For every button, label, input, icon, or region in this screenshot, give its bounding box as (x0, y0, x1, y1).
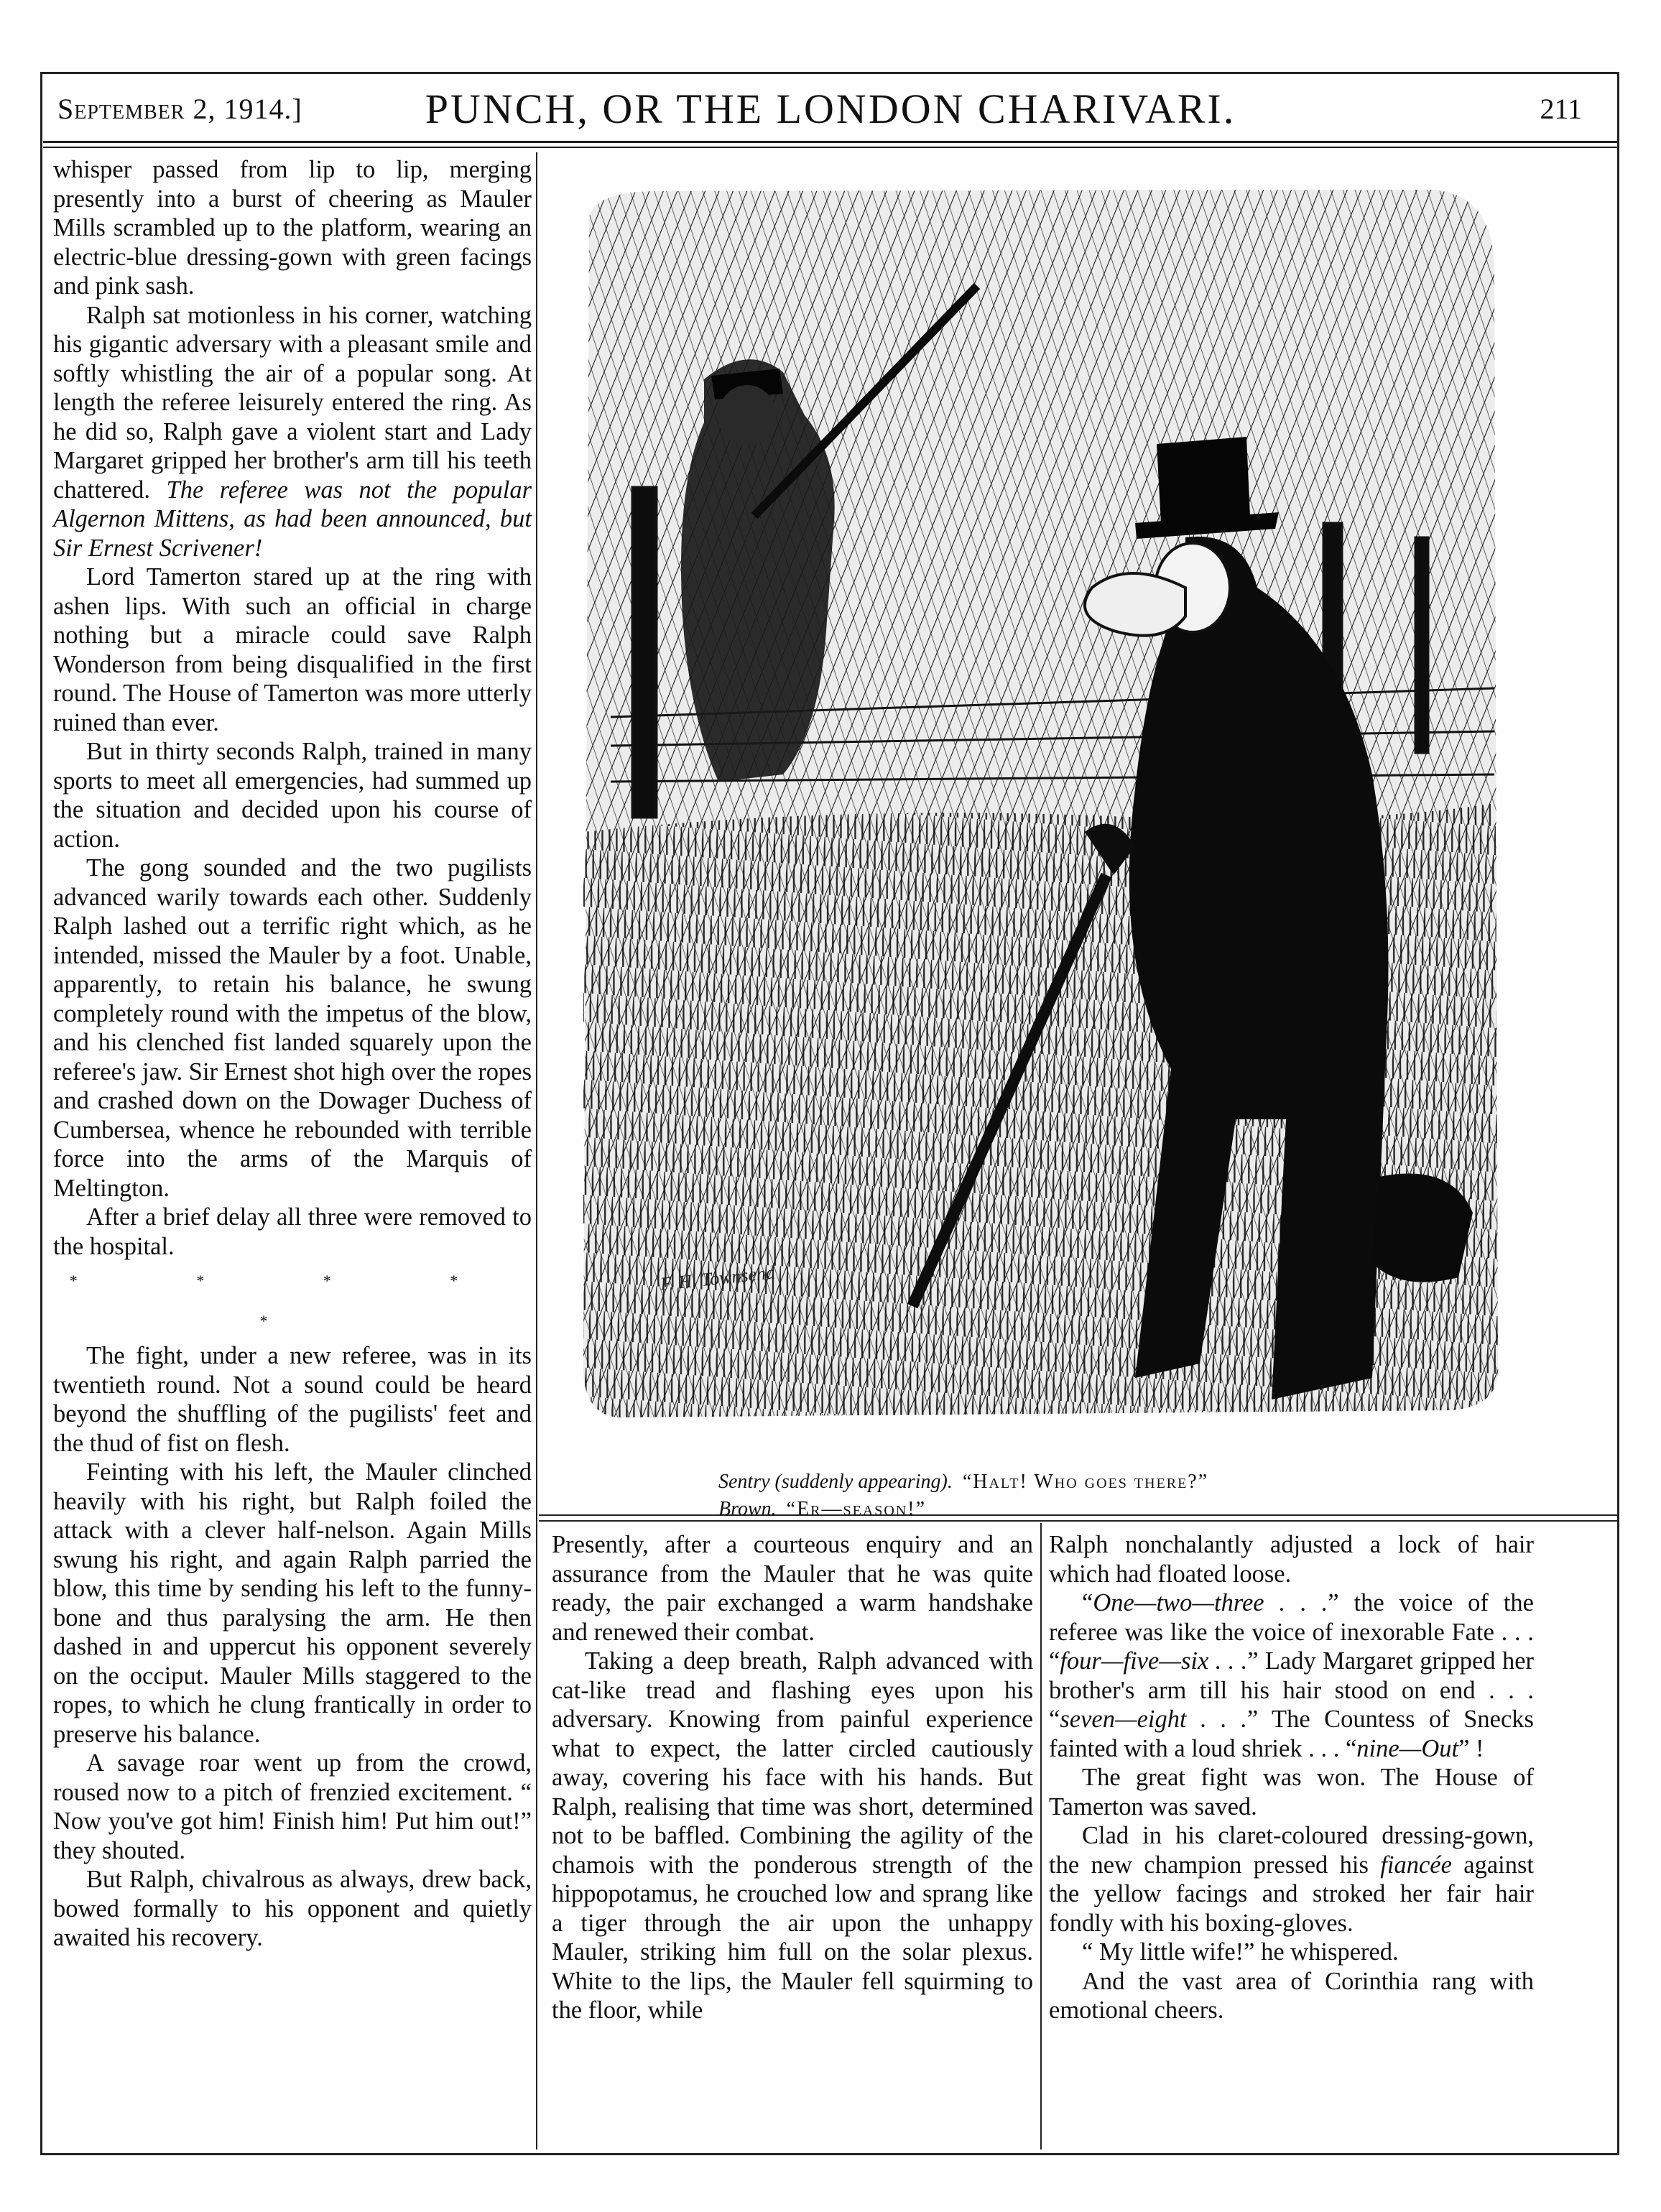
artist-signature: F. H. Townsend (659, 1262, 777, 1295)
column-rule-2 (1040, 1523, 1042, 2149)
paragraph: Feinting with his left, the Mauler clinched heavily with his right, but Ralph foiled the attack with a clever half-nelson. Again Mills swung his right, and again Ralph parried the blow, this time by sending his left to the funny-bone and thus paralysing the arm. He then dashed in and uppercut his opponent severely on the occiput. Mauler Mills staggered to the ropes, to which he clung frantically in order to preserve his balance. (53, 1458, 532, 1748)
caption-line-brown: Brown. “Er—season!” (718, 1498, 927, 1520)
paragraph: After a brief delay all three were removed to the hospital. (53, 1203, 532, 1260)
header-rule-thin (43, 147, 1618, 148)
caption-line-sentry: Sentry (suddenly appearing). “Halt! Who goes there?” (718, 1471, 1209, 1493)
paragraph: The fight, under a new referee, was in its twentieth round. Not a sound could be heard beyond the shuffling of the pugilists' feet and the thud of fist on flesh. (53, 1342, 532, 1457)
paragraph: Presently, after a courteous enquiry and an assurance from the Mauler that he was quite ready, the pair exchanged a warm handshake and renewed their combat. (552, 1531, 1033, 1646)
paragraph: But in thirty seconds Ralph, trained in many sports to meet all emergencies, had summed up the situation and decided upon his course of action. (53, 738, 532, 853)
cartoon-caption (718, 1468, 1509, 1523)
column-rule-1 (536, 152, 537, 2149)
paragraph: Lord Tamerton stared up at the ring with ashen lips. With such an official in charge nothing but a miracle could save Ralph Wonderson from being disqualified in the first round. The House of Tamerton was more utterly ruined than ever. (53, 563, 532, 736)
page-header (43, 75, 1618, 144)
paragraph: The great fight was won. The House of Tamerton was saved. (1049, 1764, 1534, 1820)
header-title: PUNCH, OR THE LONDON CHARIVARI. (425, 85, 1236, 132)
paragraph: whisper passed from lip to lip, merging presently into a burst of cheering as Mauler Mills scrambled up to the platform, wearing an electric-blue dressing-gown with green facings and pink sash. (53, 156, 532, 300)
article-column-2 (552, 1530, 1033, 2025)
paragraph: Taking a deep breath, Ralph advanced with cat-like tread and flashing eyes upon his adversary. Knowing from painful experience what to expect, the latter circled cautiously away, covering his face with his hands. But Ralph, realising that time was short, determined not to be baffled. Combining the agility of the chamois with the ponderous strength of the hippopotamus, he crouched low and sprang like a tiger through the air upon the unhappy Mauler, striking him full on the solar plexus. White to the lips, the Mauler fell squirming to the floor, while (552, 1647, 1033, 2024)
paragraph: Clad in his claret-coloured dressing-gown, the new champion pressed his fiancée against the yellow facings and stroked her fair hair fondly with his boxing-gloves. (1049, 1822, 1534, 1937)
article-column-1 (53, 155, 532, 1953)
paragraph: “One—two—three . . .” the voice of the referee was like the voice of inexorable Fate . . . “four—five—six . . .” Lady Margaret gripped her brother's arm till his hair stood on end . . . “seven—eight . . .” The Countess of Snecks fainted with a loud shriek . . . “nine—Out” ! (1049, 1589, 1534, 1762)
paragraph: A savage roar went up from the crowd, roused now to a pitch of frenzied excitement. “ Now you've got him! Finish him! Put him out!” they shouted. (53, 1749, 532, 1864)
paragraph: “ My little wife!” he whispered. (1082, 1938, 1399, 1966)
paragraph: Ralph nonchalantly adjusted a lock of hair which had floated loose. (1049, 1531, 1534, 1588)
paragraph: But Ralph, chivalrous as always, drew back, bowed formally to his opponent and quietly awaited his recovery. (53, 1866, 532, 1951)
paragraph: And the vast area of Corinthia rang with emotional cheers. (1049, 1967, 1534, 2024)
header-page-number: 211 (1540, 93, 1582, 125)
header-rule (43, 141, 1618, 143)
article-column-3 (1049, 1530, 1534, 2025)
cartoon-illustration (568, 185, 1505, 1435)
section-break-stars: * * * * * (69, 1272, 516, 1330)
paragraph: The gong sounded and the two pugilists advanced warily towards each other. Suddenly Ralph lashed out a terrific right which, as he intended, missed the Mauler by a foot. Unable, apparently, to retain his balance, he swung completely round with the impetus of the blow, and his clenched fist landed squarely upon the referee's jaw. Sir Ernest shot high over the ropes and crashed down on the Dowager Duchess of Cumbersea, whence he rebounded with terrible force into the arms of the Marquis of Meltington. (53, 854, 532, 1202)
header-date: September 2, 1914.] (57, 93, 302, 125)
paragraph: Ralph sat motionless in his corner, watching his gigantic adversary with a pleasant smile and softly whistling the air of a popular song. At length the referee leisurely entered the ring. As he did so, Ralph gave a violent start and Lady Margaret gripped her brother's arm till his teeth chattered. The referee was not the popular Algernon Mittens, as had been announced, but Sir Ernest Scrivener! (53, 301, 532, 562)
